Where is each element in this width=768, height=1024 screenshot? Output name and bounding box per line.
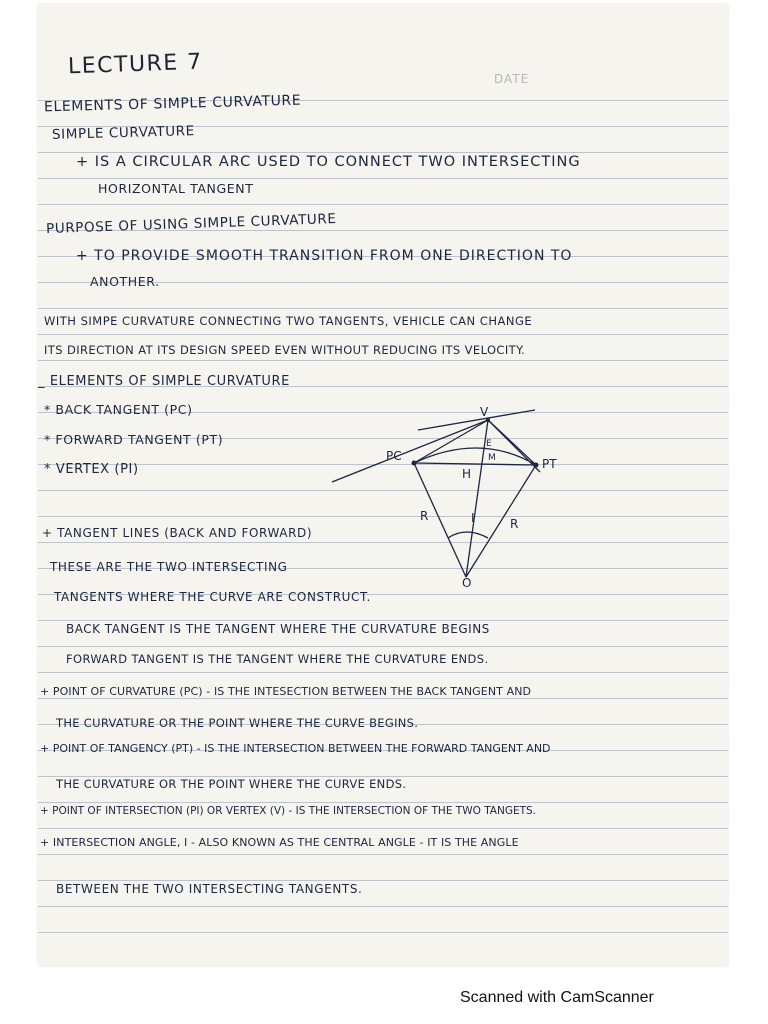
element-item-back-tangent: * BACK TANGENT (PC) — [44, 402, 193, 417]
diagram-label-v: V — [480, 405, 489, 419]
ruled-line — [38, 646, 728, 647]
ruled-line — [38, 360, 728, 361]
ruled-line — [38, 828, 728, 829]
diagram-label-e: E — [486, 439, 492, 449]
ruled-line — [38, 802, 728, 803]
date-label: DATE — [494, 72, 530, 86]
pi-definition: + POINT OF INTERSECTION (PI) OR VERTEX (V) - IS THE INTERSECTION OF THE TWO TANGETS. — [40, 805, 537, 817]
simple-curvature-label: SIMPLE CURVATURE — [51, 123, 196, 143]
ruled-line — [38, 620, 728, 621]
diagram-label-m: M — [488, 453, 496, 463]
ruled-line — [38, 204, 728, 205]
pc-definition-line1: + POINT OF CURVATURE (PC) - IS THE INTESECTION BETWEEN THE BACK TANGENT AND — [40, 685, 532, 698]
purpose-line2: ANOTHER. — [90, 274, 160, 289]
pt-definition-line1: + POINT OF TANGENCY (PT) - IS THE INTERSECTION BETWEEN THE FORWARD TANGENT AND — [40, 742, 551, 755]
ruled-line — [38, 672, 728, 673]
angle-definition-line1: + INTERSECTION ANGLE, I - ALSO KNOWN AS THE CENTRAL ANGLE - IT IS THE ANGLE — [40, 836, 519, 849]
simple-curvature-def-line2: HORIZONTAL TANGENT — [98, 181, 254, 196]
ruled-line — [38, 334, 728, 335]
diagram-label-pc: PC — [386, 449, 402, 463]
ruled-line — [38, 698, 728, 699]
simple-curve-diagram — [330, 402, 557, 590]
page-title: LECTURE 7 — [67, 49, 204, 80]
tangent-lines-line1: THESE ARE THE TWO INTERSECTING — [50, 560, 288, 574]
scanner-watermark: Scanned with CamScanner — [460, 989, 654, 1006]
ruled-line — [38, 854, 728, 855]
pc-definition-line2: THE CURVATURE OR THE POINT WHERE THE CURVE BEGINS. — [56, 716, 419, 730]
purpose-line1: + TO PROVIDE SMOOTH TRANSITION FROM ONE DIRECTION TO — [76, 248, 573, 264]
diagram-label-r-right: R — [510, 517, 519, 531]
ruled-line — [38, 152, 728, 153]
ruled-line — [38, 178, 728, 179]
tangent-lines-label: + TANGENT LINES (BACK AND FORWARD) — [42, 526, 313, 540]
diagram-label-h: H — [462, 467, 472, 481]
diagram-label-o: O — [462, 576, 472, 590]
elements-label: _ ELEMENTS OF SIMPLE CURVATURE — [38, 374, 290, 389]
pt-definition-line2: THE CURVATURE OR THE POINT WHERE THE CURVE ENDS. — [56, 777, 407, 791]
element-item-forward-tangent: * FORWARD TANGENT (PT) — [44, 432, 224, 447]
diagram-label-r-left: R — [420, 509, 429, 523]
with-simple-line2: ITS DIRECTION AT ITS DESIGN SPEED EVEN WITHOUT REDUCING ITS VELOCITY. — [44, 343, 526, 357]
element-item-vertex: * VERTEX (PI) — [44, 462, 139, 477]
ruled-line — [38, 932, 728, 933]
ruled-line — [38, 880, 728, 881]
ruled-line — [38, 906, 728, 907]
section-heading: ELEMENTS OF SIMPLE CURVATURE — [43, 92, 302, 116]
simple-curvature-def-line1: + IS A CIRCULAR ARC USED TO CONNECT TWO INTERSECTING — [76, 154, 581, 170]
angle-definition-line2: BETWEEN THE TWO INTERSECTING TANGENTS. — [56, 882, 363, 896]
notebook-page — [38, 4, 728, 966]
diagram-label-i: I — [471, 511, 475, 525]
forward-tangent-definition: FORWARD TANGENT IS THE TANGENT WHERE THE CURVATURE ENDS. — [66, 652, 489, 666]
with-simple-line1: WITH SIMPE CURVATURE CONNECTING TWO TANGENTS, VEHICLE CAN CHANGE — [44, 314, 533, 328]
tangent-lines-line2: TANGENTS WHERE THE CURVE ARE CONSTRUCT. — [54, 590, 371, 604]
back-tangent-definition: BACK TANGENT IS THE TANGENT WHERE THE CURVATURE BEGINS — [66, 622, 490, 636]
ruled-line — [38, 308, 728, 309]
diagram-label-pt: PT — [542, 457, 557, 471]
purpose-label: PURPOSE OF USING SIMPLE CURVATURE — [45, 210, 337, 238]
